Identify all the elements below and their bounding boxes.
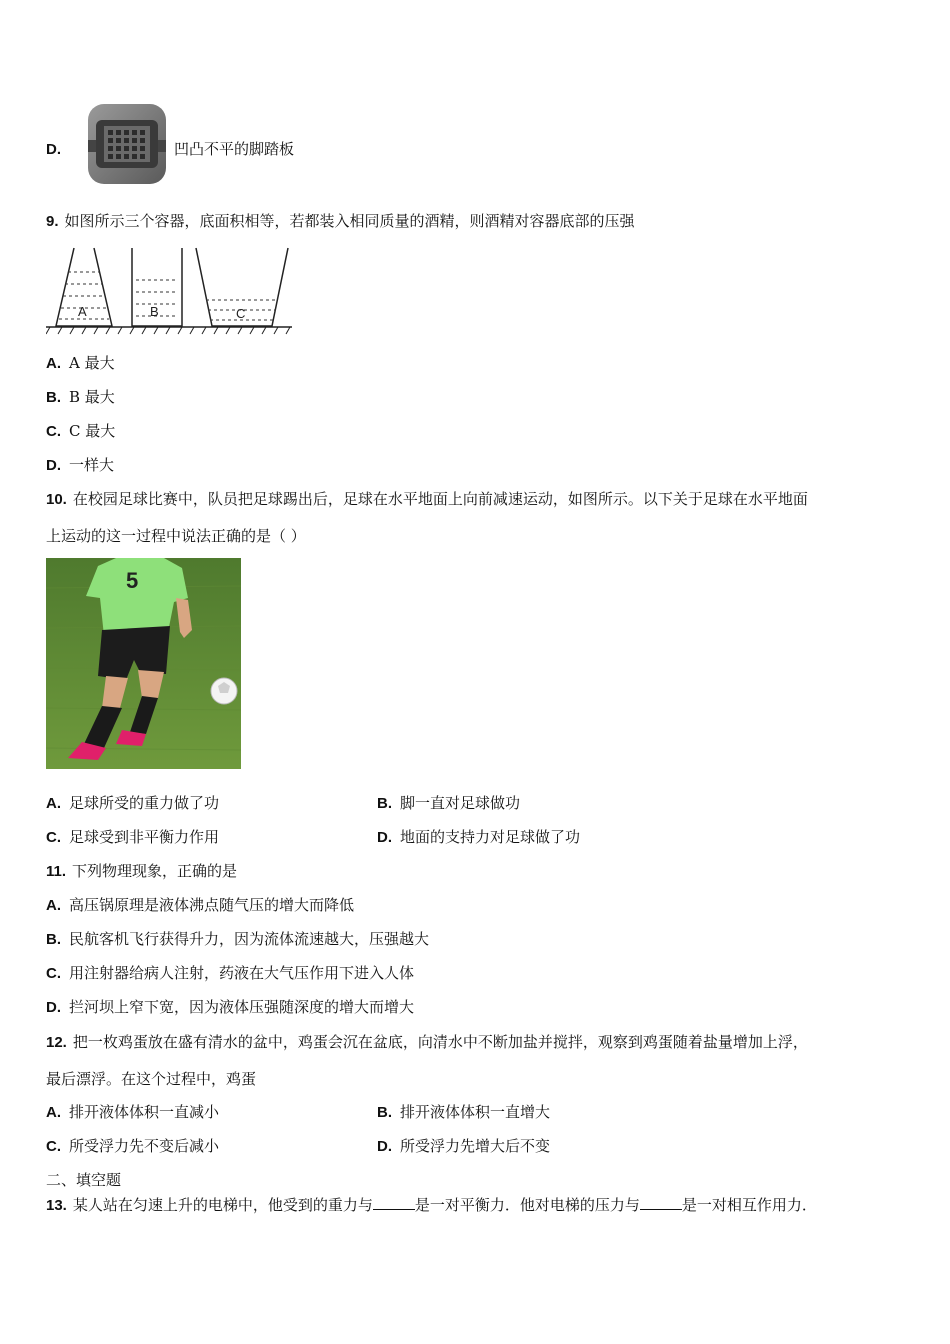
container-label-c: C [236, 306, 246, 321]
option-label: D. [46, 999, 61, 1016]
option-label: B. [46, 389, 61, 406]
q12-stem-line1 [46, 1031, 808, 1054]
option-label: A. [46, 897, 61, 914]
q9-option-c [46, 420, 115, 443]
question-stem: 如图所示三个容器，底面积相等，若都装入相同质量的酒精，则酒精对容器底部的压强 [64, 212, 635, 230]
q12-stem-line2: 最后漂浮。在这个过程中，鸡蛋 [46, 1070, 257, 1088]
option-text: 脚一直对足球做功 [400, 794, 521, 812]
option-label: D. [46, 457, 61, 474]
option-label: B. [377, 795, 392, 812]
option-label: A. [46, 355, 61, 372]
question-number: 13. [46, 1197, 67, 1214]
option-text: C 最大 [69, 422, 116, 440]
q10-option-b [377, 792, 520, 815]
q11-stem [46, 860, 237, 883]
q11-option-c [46, 962, 414, 985]
question-stem: 在校园足球比赛中，队员把足球踢出后，足球在水平地面上向前减速运动，如图所示。以下关于足球在水平地面 [72, 490, 808, 508]
option-label: B. [377, 1104, 392, 1121]
q10-option-c [46, 826, 219, 849]
option-text: 高压锅原理是液体沸点随气压的增大而降低 [69, 896, 355, 914]
option-label: D. [46, 141, 61, 158]
option-label: C. [46, 965, 61, 982]
option-label: D. [377, 829, 392, 846]
question-stem: 把一枚鸡蛋放在盛有清水的盆中，鸡蛋会沉在盆底，向清水中不断加盐并搅拌，观察到鸡蛋随着盐量增加上浮， [72, 1033, 808, 1051]
option-label: C. [46, 423, 61, 440]
q13-part2: 是一对平衡力．他对电梯的压力与 [414, 1196, 640, 1214]
option-text: 排开液体体积一直增大 [400, 1103, 551, 1121]
soccer-photo [46, 558, 241, 769]
question-number: 12. [46, 1034, 67, 1051]
fill-blank-2[interactable] [640, 1195, 682, 1210]
q8-option-d-text: 凹凸不平的脚踏板 [174, 140, 295, 158]
q10-option-d [377, 826, 580, 849]
option-text: A 最大 [69, 354, 115, 372]
pedal-image [82, 100, 172, 188]
question-stem: 下列物理现象，正确的是 [72, 862, 238, 880]
option-label: A. [46, 795, 61, 812]
q10-stem-line1 [46, 488, 808, 511]
option-label: C. [46, 829, 61, 846]
option-text: 排开液体体积一直减小 [69, 1103, 220, 1121]
option-text: 地面的支持力对足球做了功 [400, 828, 581, 846]
q11-option-d [46, 996, 414, 1019]
q9-option-b [46, 386, 115, 409]
q13-part1: 某人站在匀速上升的电梯中，他受到的重力与 [72, 1196, 373, 1214]
option-text: 足球受到非平衡力作用 [69, 828, 220, 846]
option-label: C. [46, 1138, 61, 1155]
option-label: D. [377, 1138, 392, 1155]
option-text: B 最大 [69, 388, 115, 406]
option-text: 所受浮力先增大后不变 [400, 1137, 551, 1155]
container-label-b: B [150, 304, 159, 319]
q10-option-a [46, 792, 219, 815]
option-text: 民航客机飞行获得升力，因为流体流速越大，压强越大 [69, 930, 430, 948]
question-number: 11. [46, 863, 67, 880]
jersey-number: 5 [126, 568, 139, 593]
question-number: 10. [46, 491, 67, 508]
option-text: 足球所受的重力做了功 [69, 794, 220, 812]
option-label: B. [46, 931, 61, 948]
container-label-a: A [78, 304, 87, 319]
option-label: A. [46, 1104, 61, 1121]
section-title: 二、填空题 [46, 1171, 122, 1189]
q12-option-b [377, 1101, 550, 1124]
q12-option-d [377, 1135, 550, 1158]
q8-option-d [46, 138, 69, 161]
q9-stem [46, 210, 635, 233]
q12-option-a [46, 1101, 219, 1124]
q13-part3: 是一对相互作用力． [681, 1196, 817, 1214]
containers-diagram [46, 244, 292, 336]
q11-option-a [46, 894, 354, 917]
q10-stem-line2: 上运动的这一过程中说法正确的是（ ） [46, 527, 306, 545]
q9-option-d [46, 454, 114, 477]
q13-stem [46, 1194, 817, 1217]
option-text: 用注射器给病人注射，药液在大气压作用下进入人体 [69, 964, 415, 982]
fill-blank-1[interactable] [373, 1195, 415, 1210]
q12-option-c [46, 1135, 219, 1158]
option-text: 所受浮力先不变后减小 [69, 1137, 220, 1155]
q9-option-a [46, 352, 115, 375]
option-text: 拦河坝上窄下宽，因为液体压强随深度的增大而增大 [69, 998, 415, 1016]
option-text: 一样大 [69, 456, 115, 474]
question-number: 9. [46, 213, 59, 230]
q11-option-b [46, 928, 429, 951]
